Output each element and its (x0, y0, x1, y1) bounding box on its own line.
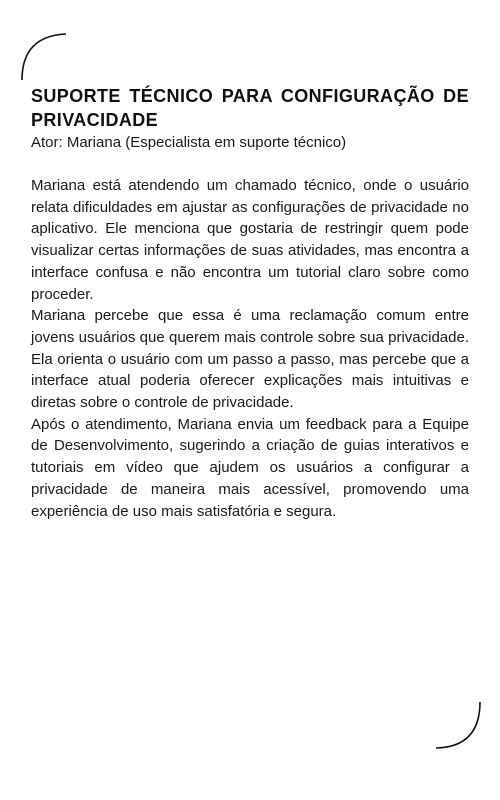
paragraph-2: Mariana percebe que essa é uma reclamação comum entre jovens usuários que querem mais controle sobre sua privacidade. Ela orienta o usuário com um passo a passo, mas percebe que a interface atual poderia oferecer explicações mais intuitivas e diretas sobre o controle de privacidade. (31, 307, 469, 412)
top-left-corner-arc (22, 34, 66, 80)
document-title: SUPORTE TÉCNICO PARA CONFIGURAÇÃO DE PRIVACIDADE (31, 86, 469, 130)
paragraph-3: Após o atendimento, Mariana envia um feedback para a Equipe de Desenvolvimento, sugerindo a criação de guias interativos e tutoriais em vídeo que ajudem os usuários a configurar a privacidade de maneira mais acessível, promovendo uma experiência de uso mais satisfatória e segura. (31, 415, 469, 520)
document-body (31, 84, 469, 522)
paragraph-1: Mariana está atendendo um chamado técnico, onde o usuário relata dificuldades em ajustar as configurações de privacidade no aplicativo. Ele menciona que gostaria de restringir quem pode visualizar certas informações de suas atividades, mas encontra a interface confusa e não encontra um tutorial claro sobre como proceder. (31, 177, 469, 303)
actor-line: Ator: Mariana (Especialista em suporte técnico) (31, 134, 347, 151)
bottom-right-corner-arc (436, 702, 480, 748)
